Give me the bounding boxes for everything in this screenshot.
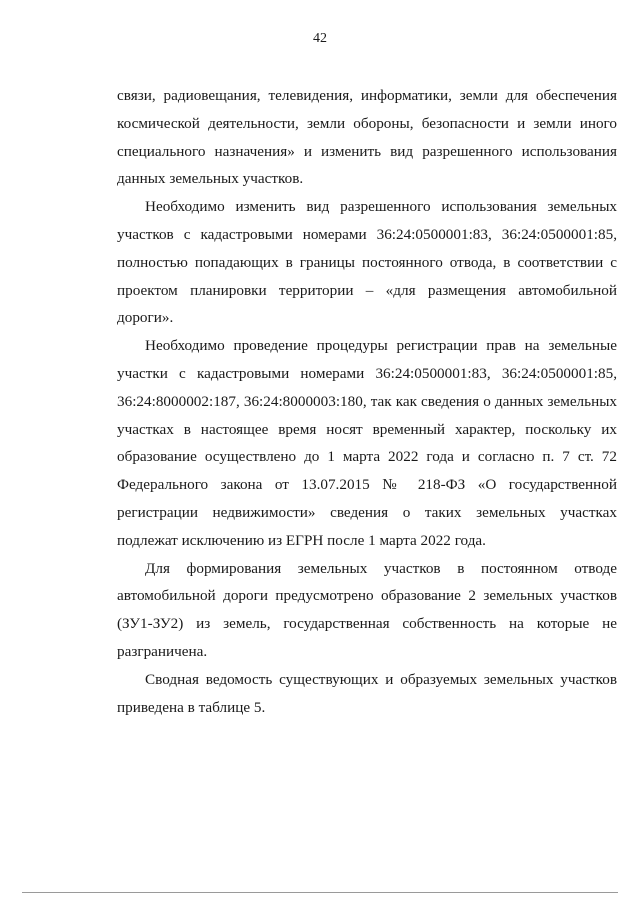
- paragraph-plot-formation: Для формирования земельных участков в постоянном отводе автомобильной дороги предусмотрено образование 2 земельных участков (ЗУ1-ЗУ2) из земель, государственная собственность на которые не разграничена.: [117, 559, 617, 660]
- paragraph-summary-table-ref: Сводная ведомость существующих и образуемых земельных участков приведена в таблице 5.: [117, 670, 617, 716]
- paragraph-rights-registration: Необходимо проведение процедуры регистрации прав на земельные участки с кадастровыми номерами 36:24:0500001:83, 36:24:0500001:85, 36:24:8000002:187, 36:24:8000003:180, так как сведения о данных земельных участках в настоящее время носят временный характер, поскольку их образование осуществлено до 1 марта 2022 года и согласно п. 7 ст. 72 Федерального закона от 13.07.2015 № 218-ФЗ «О государственной регистрации недвижимости» сведения о таких земельных участках подлежат исключению из ЕГРН после 1 марта 2022 года.: [117, 337, 617, 549]
- page-number: 42: [313, 31, 327, 46]
- paragraph-change-use-type: Необходимо изменить вид разрешенного использования земельных участков с кадастровыми номерами 36:24:0500001:83, 36:24:0500001:85, полностью попадающих в границы постоянного отвода, в соответствии с проектом планировки территории – «для размещения автомобильной дороги».: [117, 198, 617, 327]
- paragraph-land-categories: связи, радиовещания, телевидения, информатики, земли для обеспечения космической деятельности, земли обороны, безопасности и земли иного специального назначения» и изменить вид разрешенного использования данных земельных участков.: [117, 87, 617, 188]
- footer-rule: [22, 892, 618, 893]
- document-body: [117, 82, 617, 721]
